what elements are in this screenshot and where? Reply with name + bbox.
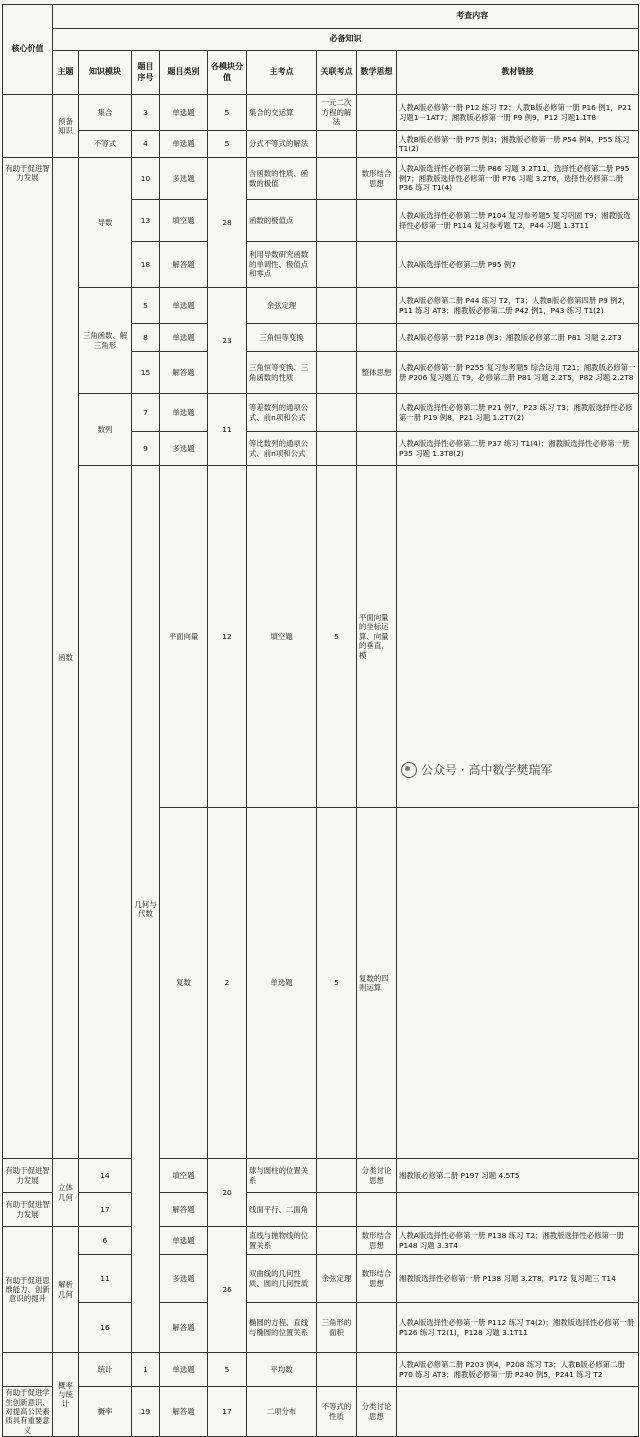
related-cell bbox=[317, 131, 357, 158]
score-cell: 11 bbox=[208, 394, 247, 466]
core-cell: 有助于促进学生创新意识、对提高公民素质具有重要意义 bbox=[3, 1387, 53, 1437]
core-cell: 有助于促进智力发展 bbox=[3, 158, 53, 1159]
num-cell: 19 bbox=[132, 1387, 160, 1437]
score-cell: 5 bbox=[317, 807, 357, 1158]
main-cell: 双曲线的几何性质、圆的几何性质 bbox=[247, 1255, 317, 1303]
num-cell: 17 bbox=[79, 1193, 132, 1227]
type-cell: 解答题 bbox=[160, 1193, 208, 1227]
main-cell: 等比数列的通项公式、前n项和公式 bbox=[247, 432, 317, 466]
type-cell: 填空题 bbox=[160, 1159, 208, 1193]
type-cell: 多选题 bbox=[160, 1255, 208, 1303]
num-cell: 1 bbox=[132, 1353, 160, 1387]
thought-cell: 数形结合思想 bbox=[357, 158, 397, 200]
score-cell: 20 bbox=[208, 1159, 247, 1227]
col-main-point: 主考点 bbox=[247, 51, 317, 95]
num-cell: 18 bbox=[132, 242, 160, 288]
main-cell: 椭圆的方程、直线与椭圆的位置关系 bbox=[247, 1303, 317, 1353]
exam-analysis-table bbox=[2, 4, 639, 1437]
main-cell: 球与圆柱的位置关系 bbox=[247, 1159, 317, 1193]
table-row bbox=[3, 466, 639, 808]
link-cell: 人教A版必修第一册 P255 复习参考题5 综合运用 T21；湘教版必修第一册 P206 复习题五 T9，必修第二册 P81 习题 2.2T5，P82 习题 2.2T8 bbox=[397, 352, 639, 394]
core-cell bbox=[3, 95, 53, 158]
related-cell bbox=[317, 1159, 357, 1193]
main-cell: 利用导数研究函数的单调性、极值点和零点 bbox=[247, 242, 317, 288]
module-cell: 集合 bbox=[79, 95, 132, 131]
core-cell: 有助于促进思维能力、创新意识的提升 bbox=[3, 1227, 53, 1353]
header-core-value: 核心价值 bbox=[3, 5, 53, 95]
module-cell: 不等式 bbox=[79, 131, 132, 158]
type-cell: 填空题 bbox=[160, 200, 208, 242]
type-cell: 单选题 bbox=[160, 324, 208, 352]
table-row bbox=[3, 95, 639, 131]
module-cell: 解析几何 bbox=[53, 1227, 79, 1353]
core-cell bbox=[3, 1353, 53, 1387]
num-cell: 8 bbox=[132, 324, 160, 352]
table-row bbox=[3, 131, 639, 158]
type-cell: 单选题 bbox=[160, 1227, 208, 1255]
thought-cell bbox=[357, 242, 397, 288]
related-cell bbox=[397, 466, 639, 808]
related-cell bbox=[317, 1193, 357, 1227]
num-cell: 13 bbox=[132, 200, 160, 242]
theme-cell: 函数 bbox=[53, 158, 79, 1159]
num-cell: 16 bbox=[79, 1303, 132, 1353]
link-cell: 人教A版必修第二册 P44 练习 T2，T3；人教B版必修第四册 P9 例2，P11 练习 AT3；湘教版必修第二册 P42 例1，P43 练习 T1(2) bbox=[397, 288, 639, 324]
score-cell: 17 bbox=[208, 1387, 247, 1437]
score-cell: 26 bbox=[208, 1227, 247, 1353]
col-textbook-link: 教材链接 bbox=[397, 51, 639, 95]
theme-cell: 概率与统计 bbox=[53, 1353, 79, 1437]
num-cell: 7 bbox=[132, 394, 160, 432]
thought-cell: 分类讨论思想 bbox=[357, 1387, 397, 1437]
module-cell: 导数 bbox=[79, 158, 132, 288]
num-cell: 6 bbox=[79, 1227, 132, 1255]
link-cell: 人教A版必修第二册 P203 例4，P208 练习 T3；人教B版必修第二册 P70 练习 AT3；湘教版必修第一册 P240 例5，P241 练习 T2 bbox=[397, 1353, 639, 1387]
module-cell: 概率 bbox=[79, 1387, 132, 1437]
module-cell: 立体几何 bbox=[53, 1159, 79, 1227]
link-cell: 人教A版选择性必修第二册 P37 练习 T1(4)；湘教版选择性必修第一册 P35 习题 1.3T8(2) bbox=[397, 432, 639, 466]
table-row bbox=[3, 394, 639, 432]
link-cell: 人教A版必修第一册 P12 练习 T2；人教B版必修第一册 P16 例1，P21 习题1－1AT7；湘教版必修第一册 P9 例9，P12 习题1.1T8 bbox=[397, 95, 639, 131]
type-cell: 解答题 bbox=[160, 1387, 208, 1437]
link-cell: 人教A版选择性必修第一册 P112 练习 T4(2)；湘教版选择性必修第一册 P126 练习 T2(1)，P128 习题 3.1T11 bbox=[397, 1303, 639, 1353]
link-cell: 人教A版选择性必修第二册 P104 复习参考题5 复习巩固 T9；湘教版选择性必修第一册 P114 复习参考题 T2，P44 习题 1.3T11 bbox=[397, 200, 639, 242]
thought-cell: 整体思想 bbox=[357, 352, 397, 394]
related-cell bbox=[397, 807, 639, 1158]
related-cell: 一元二次方程的解法 bbox=[317, 95, 357, 131]
main-cell: 含函数的性质、函数的极值 bbox=[247, 158, 317, 200]
main-cell: 集合的交运算 bbox=[247, 95, 317, 131]
score-cell: 5 bbox=[208, 95, 247, 131]
related-cell: 不等式的性质 bbox=[317, 1387, 357, 1437]
thought-cell bbox=[357, 95, 397, 131]
header-essential-knowledge: 必备知识 bbox=[53, 29, 639, 51]
main-cell: 等差数列的通项公式、前n项和公式 bbox=[247, 394, 317, 432]
type-cell: 解答题 bbox=[160, 242, 208, 288]
related-cell bbox=[317, 158, 357, 200]
score-cell: 5 bbox=[208, 131, 247, 158]
type-cell: 解答题 bbox=[160, 1303, 208, 1353]
main-cell: 余弦定理 bbox=[247, 288, 317, 324]
table-row bbox=[3, 1255, 639, 1303]
type-cell: 多选题 bbox=[160, 432, 208, 466]
related-cell bbox=[317, 352, 357, 394]
link-cell bbox=[397, 1193, 639, 1227]
col-thought: 数学思想 bbox=[357, 51, 397, 95]
module-cell: 数列 bbox=[79, 394, 132, 466]
table-row bbox=[3, 288, 639, 324]
col-module: 知识模块 bbox=[79, 51, 132, 95]
main-cell: 线面平行、二面角 bbox=[247, 1193, 317, 1227]
theme-cell: 几何与代数 bbox=[132, 466, 160, 1353]
main-cell: 二项分布 bbox=[247, 1387, 317, 1437]
type-cell: 单选题 bbox=[247, 807, 317, 1158]
module-cell: 统计 bbox=[79, 1353, 132, 1387]
num-cell: 5 bbox=[132, 288, 160, 324]
score-cell: 23 bbox=[208, 288, 247, 394]
link-cell: 人教B版必修第一册 P75 例3；湘教版必修第一册 P54 例4，P55 练习 T1(2) bbox=[397, 131, 639, 158]
link-cell: 人教A版选择性必修第二册 P86 习题 3.2T11，选择性必修第二册 P95 例7；湘教版选择性必修第一册 P76 习题 3.2T6，选择性必修第二册 P36 练习 T1(4) bbox=[397, 158, 639, 200]
col-related: 关联考点 bbox=[317, 51, 357, 95]
main-cell: 复数的四则运算 bbox=[357, 807, 397, 1158]
watermark-text: 公众号 · 高中数学樊瑞军 bbox=[421, 763, 553, 777]
score-cell: 5 bbox=[208, 1353, 247, 1387]
type-cell: 单选题 bbox=[160, 131, 208, 158]
main-cell: 三角恒等变换 bbox=[247, 324, 317, 352]
type-cell: 单选题 bbox=[160, 1353, 208, 1387]
table-row bbox=[3, 1387, 639, 1437]
thought-cell: 数形结合思想 bbox=[357, 1227, 397, 1255]
related-cell bbox=[317, 324, 357, 352]
score-cell: 5 bbox=[317, 466, 357, 808]
thought-cell: 分类讨论思想 bbox=[357, 1159, 397, 1193]
core-cell bbox=[79, 466, 132, 1159]
thought-cell bbox=[357, 1303, 397, 1353]
core-cell: 有助于促进智力发展 bbox=[3, 1159, 53, 1193]
watermark bbox=[398, 760, 555, 779]
col-score: 各模块分值 bbox=[208, 51, 247, 95]
link-cell bbox=[397, 1387, 639, 1437]
type-cell: 解答题 bbox=[160, 352, 208, 394]
table-row bbox=[3, 1227, 639, 1255]
related-cell bbox=[317, 1353, 357, 1387]
col-theme: 主题 bbox=[53, 51, 79, 95]
module-cell: 三角函数、解三角形 bbox=[79, 288, 132, 394]
thought-cell: 数形结合思想 bbox=[357, 1255, 397, 1303]
table-row bbox=[3, 1159, 639, 1193]
num-cell: 2 bbox=[208, 807, 247, 1158]
theme-cell: 预备知识 bbox=[53, 95, 79, 158]
num-cell: 4 bbox=[132, 131, 160, 158]
table-row bbox=[3, 158, 639, 200]
related-cell bbox=[317, 1227, 357, 1255]
related-cell bbox=[317, 242, 357, 288]
type-cell: 单选题 bbox=[160, 394, 208, 432]
wechat-official-account-icon bbox=[401, 762, 417, 778]
thought-cell bbox=[357, 394, 397, 432]
num-cell: 10 bbox=[132, 158, 160, 200]
score-cell: 28 bbox=[208, 158, 247, 288]
related-cell bbox=[317, 200, 357, 242]
thought-cell bbox=[357, 288, 397, 324]
related-cell bbox=[317, 394, 357, 432]
num-cell: 12 bbox=[208, 466, 247, 808]
link-cell: 湘教版选择性必修第一册 P138 习题 3.2T8，P172 复习题三 T14 bbox=[397, 1255, 639, 1303]
type-cell: 单选题 bbox=[160, 95, 208, 131]
num-cell: 3 bbox=[132, 95, 160, 131]
related-cell bbox=[317, 288, 357, 324]
thought-cell bbox=[357, 200, 397, 242]
num-cell: 9 bbox=[132, 432, 160, 466]
num-cell: 15 bbox=[132, 352, 160, 394]
thought-cell bbox=[357, 1353, 397, 1387]
link-cell: 人教A版必修第一册 P218 例3；湘教版必修第二册 P81 习题 2.2T3 bbox=[397, 324, 639, 352]
num-cell: 14 bbox=[79, 1159, 132, 1193]
table-row bbox=[3, 1353, 639, 1387]
num-cell: 11 bbox=[79, 1255, 132, 1303]
col-number: 题目序号 bbox=[132, 51, 160, 95]
related-cell bbox=[317, 432, 357, 466]
core-cell: 有助于促进智力发展 bbox=[3, 1193, 53, 1227]
thought-cell bbox=[357, 1193, 397, 1227]
main-cell: 平面向量的坐标运算、向量的垂直、模 bbox=[357, 466, 397, 808]
thought-cell bbox=[357, 131, 397, 158]
link-cell: 湘教版必修第二册 P197 习题 4.5T5 bbox=[397, 1159, 639, 1193]
col-type: 题目类别 bbox=[160, 51, 208, 95]
module-cell: 复数 bbox=[160, 807, 208, 1158]
link-cell: 人教A版选择性必修第一册 P138 练习 T2；湘教版选择性必修第一册 P148 习题 3.3T4 bbox=[397, 1227, 639, 1255]
main-cell: 三角恒等变换、三角函数的性质 bbox=[247, 352, 317, 394]
header-exam-content: 考查内容 bbox=[53, 5, 639, 29]
thought-cell bbox=[357, 432, 397, 466]
type-cell: 多选题 bbox=[160, 158, 208, 200]
type-cell: 单选题 bbox=[160, 288, 208, 324]
main-cell: 分式不等式的解法 bbox=[247, 131, 317, 158]
thought-cell bbox=[357, 324, 397, 352]
related-cell: 三角形的面积 bbox=[317, 1303, 357, 1353]
related-cell: 余弦定理 bbox=[317, 1255, 357, 1303]
module-cell: 平面向量 bbox=[160, 466, 208, 808]
main-cell: 平均数 bbox=[247, 1353, 317, 1387]
link-cell: 人教A版选择性必修第二册 P95 例7 bbox=[397, 242, 639, 288]
table-row bbox=[3, 1303, 639, 1353]
main-cell: 函数的极值点 bbox=[247, 200, 317, 242]
link-cell: 人教A版选择性必修第二册 P21 例7，P23 练习 T3；湘教版选择性必修第一册 P19 例8，P21 习题 1.2T7(2) bbox=[397, 394, 639, 432]
table-row bbox=[3, 1193, 639, 1227]
type-cell: 填空题 bbox=[247, 466, 317, 808]
main-cell: 直线与抛物线的位置关系 bbox=[247, 1227, 317, 1255]
